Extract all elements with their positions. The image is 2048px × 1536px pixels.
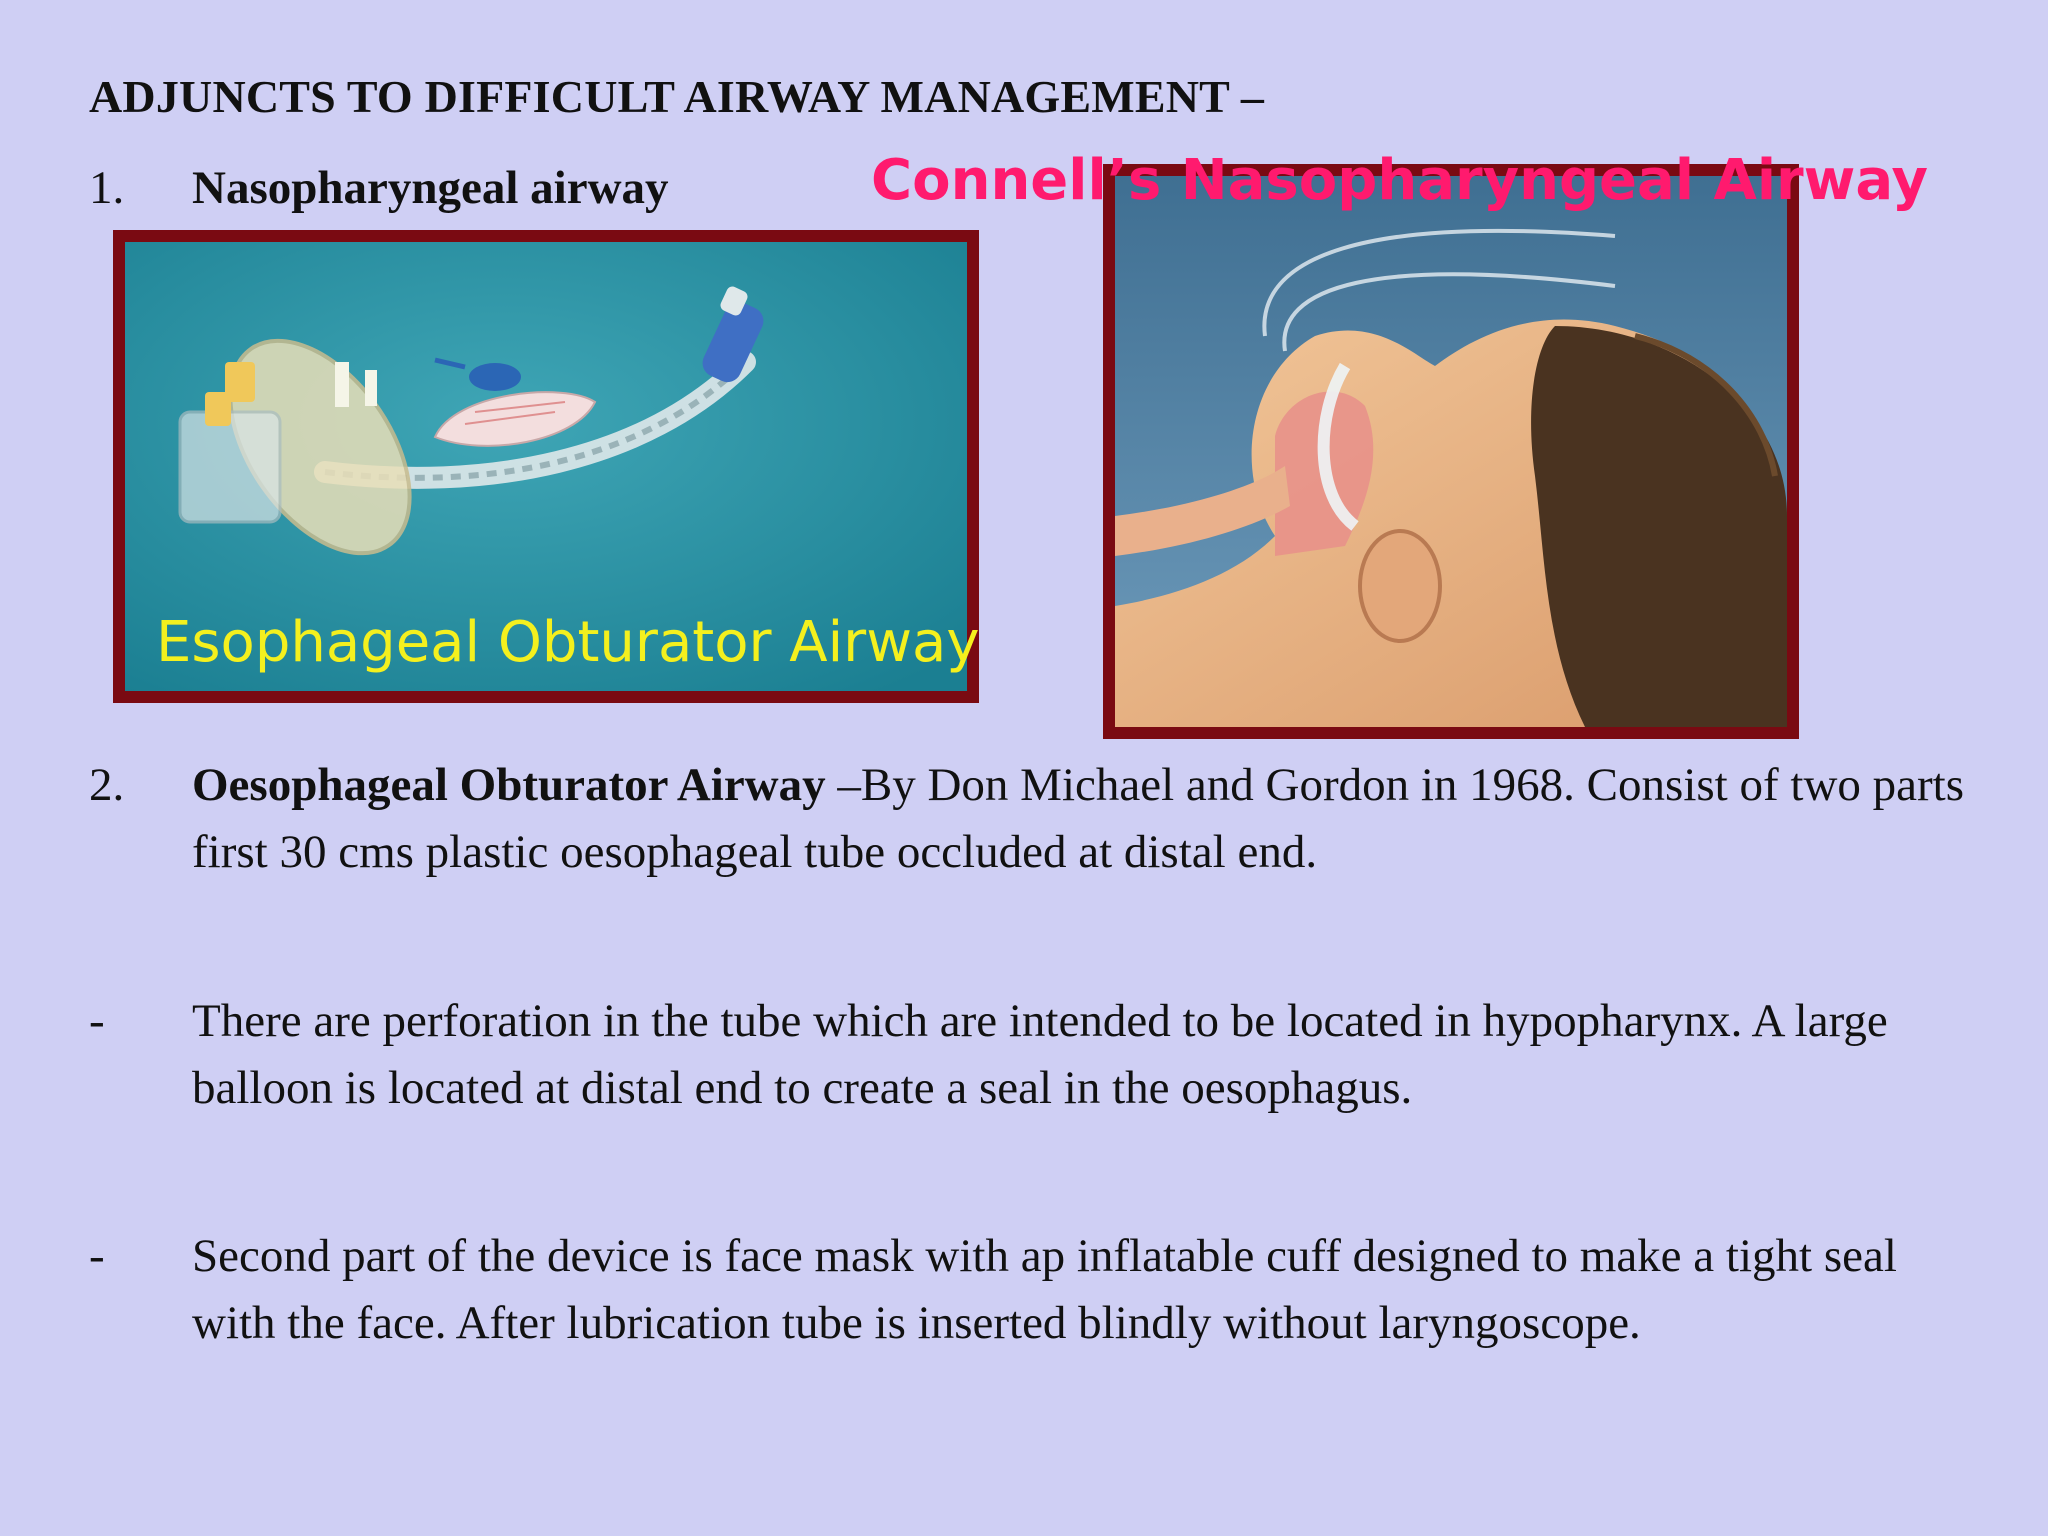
esophageal-obturator-photo (113, 230, 979, 703)
item-heading: Oesophageal Obturator Airway (192, 759, 826, 811)
esophageal-obturator-caption: Esophageal Obturator Airway (156, 610, 980, 675)
item-heading: Nasopharyngeal airway (192, 162, 669, 214)
item-description: There are perforation in the tube which are intended to be located in hypopharynx. A large balloon is located at distal end to create a seal in the oesophagus. (192, 995, 1888, 1114)
item-description: Second part of the device is face mask with ap inflatable cuff designed to make a tight seal with the face. After lubrication tube is inserted blindly without laryngoscope. (192, 1230, 1897, 1349)
slide-title: ADJUNCTS TO DIFFICULT AIRWAY MANAGEMENT – (89, 71, 1265, 122)
item-description: –By Don Michael and Gordon in 1968. Consist of two parts first 30 cms plastic oesophageal tube occluded at distal end. (192, 759, 1964, 878)
item-body (192, 752, 1992, 886)
item-number: 2. (89, 759, 125, 811)
nasopharyngeal-airway-caption: Connell’s Nasopharyngeal Airway (871, 148, 1928, 213)
nasopharyngeal-airway-photo (1103, 164, 1799, 739)
bullet-dash: - (89, 1230, 105, 1282)
item-number: 1. (89, 162, 125, 214)
nasopharyngeal-illustration (1115, 176, 1787, 727)
bullet-dash: - (89, 995, 105, 1047)
